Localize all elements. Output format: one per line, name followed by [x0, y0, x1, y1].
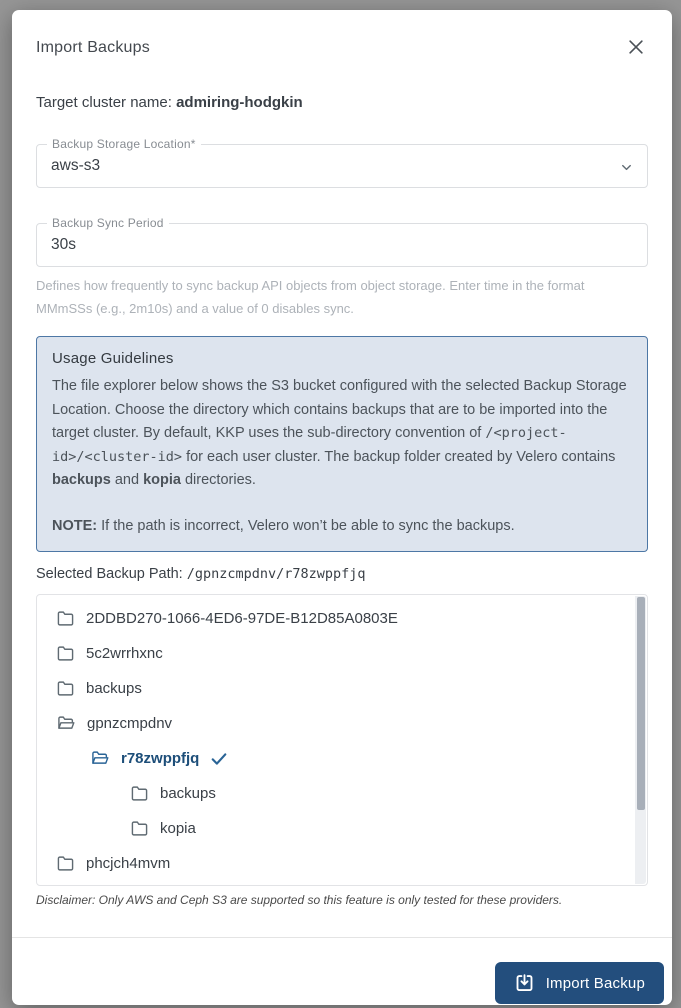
- tree-item-r78zwppfjq[interactable]: [37, 741, 647, 776]
- folder-icon: [131, 820, 148, 837]
- close-icon: [626, 37, 646, 60]
- check-icon: [209, 749, 229, 769]
- tree-item-backups[interactable]: [37, 671, 647, 706]
- folder-icon: [57, 680, 74, 697]
- backup-sync-period-label: Backup Sync Period: [47, 216, 169, 230]
- tree-item-label: phcjch4mvm: [86, 855, 171, 872]
- backup-sync-period-input[interactable]: [51, 236, 633, 254]
- usage-guidelines-body: The file explorer below shows the S3 bucket configured with the selected Backup Storage Location. Choose the directory which contains backups that are to be imported into the target cluster. By default, KKP uses the sub-directory convention of /<project-id>/<cluster-id> for each user cluster. The backup folder created by Velero contains backups and kopia directories.: [52, 378, 627, 488]
- selected-backup-path-label: Selected Backup Path:: [36, 566, 187, 582]
- tree-item-label: backups: [160, 785, 216, 802]
- file-explorer-tree: [36, 594, 648, 886]
- import-backups-dialog: [12, 10, 672, 1005]
- folder-icon: [57, 645, 74, 662]
- dialog-footer: [36, 938, 664, 1004]
- disclaimer-text: Disclaimer: Only AWS and Ceph S3 are supported so this feature is only tested for these providers.: [36, 893, 563, 907]
- tree-item-kopia[interactable]: [37, 811, 647, 846]
- target-cluster-label: Target cluster name:: [36, 94, 177, 111]
- selected-backup-path-line: [36, 566, 648, 582]
- backup-storage-location-label: Backup Storage Location*: [47, 137, 201, 151]
- import-backup-button-label: Import Backup: [545, 974, 645, 992]
- folder-icon: [57, 610, 74, 627]
- tree-item-label: kopia: [160, 820, 196, 837]
- import-backup-button[interactable]: [495, 962, 664, 1004]
- folder-open-icon: [91, 750, 109, 767]
- tree-item-label: 5c2wrrhxnc: [86, 645, 163, 662]
- backup-storage-location-select[interactable]: [36, 137, 648, 188]
- tree-item-label: r78zwppfjq: [121, 750, 200, 767]
- tree-item-5c2wrrhxnc[interactable]: [37, 636, 647, 671]
- target-cluster-name: admiring-hodgkin: [176, 94, 303, 111]
- tree-item-2DDBD270-1066-4ED6-97DE-B12D85A0803E[interactable]: [37, 601, 647, 636]
- tree-item-label: gpnzcmpdnv: [87, 715, 173, 732]
- tree-item-label: 2DDBD270-1066-4ED6-97DE-B12D85A0803E: [86, 610, 398, 627]
- sync-period-hint: Defines how frequently to sync backup API objects from object storage. Enter time in the format MMmSSs (e.g., 2m10s) and a value of 0 disables sync.: [36, 278, 585, 316]
- tree-rows: [37, 601, 647, 881]
- chevron-down-icon: [619, 160, 634, 180]
- tree-scrollbar-thumb[interactable]: [637, 597, 645, 810]
- tree-scrollbar[interactable]: [635, 596, 646, 884]
- dialog-header: [36, 10, 648, 60]
- tree-item-label: backups: [86, 680, 142, 697]
- folder-open-icon: [57, 715, 75, 732]
- tree-item-gpnzcmpdnv[interactable]: [37, 706, 647, 741]
- tree-item-backups[interactable]: [37, 776, 647, 811]
- path-convention: /<project-id>/<cluster-id>: [52, 425, 567, 465]
- target-cluster-line: [36, 94, 648, 111]
- usage-guidelines-box: [36, 336, 648, 552]
- dialog-title: Import Backups: [36, 39, 150, 56]
- usage-guidelines-title: Usage Guidelines: [52, 350, 174, 367]
- close-button[interactable]: [624, 36, 648, 60]
- selected-backup-path-value: /gpnzcmpdnv/r78zwppfjq: [186, 566, 366, 582]
- tree-item-phcjch4mvm[interactable]: [37, 846, 647, 881]
- usage-guidelines-note: NOTE: If the path is incorrect, Velero won’t be able to sync the backups.: [52, 517, 515, 534]
- backup-storage-location-value: aws-s3: [51, 157, 101, 174]
- import-download-icon: [514, 973, 535, 994]
- backup-sync-period-field: [36, 216, 648, 267]
- folder-icon: [131, 785, 148, 802]
- folder-icon: [57, 855, 74, 872]
